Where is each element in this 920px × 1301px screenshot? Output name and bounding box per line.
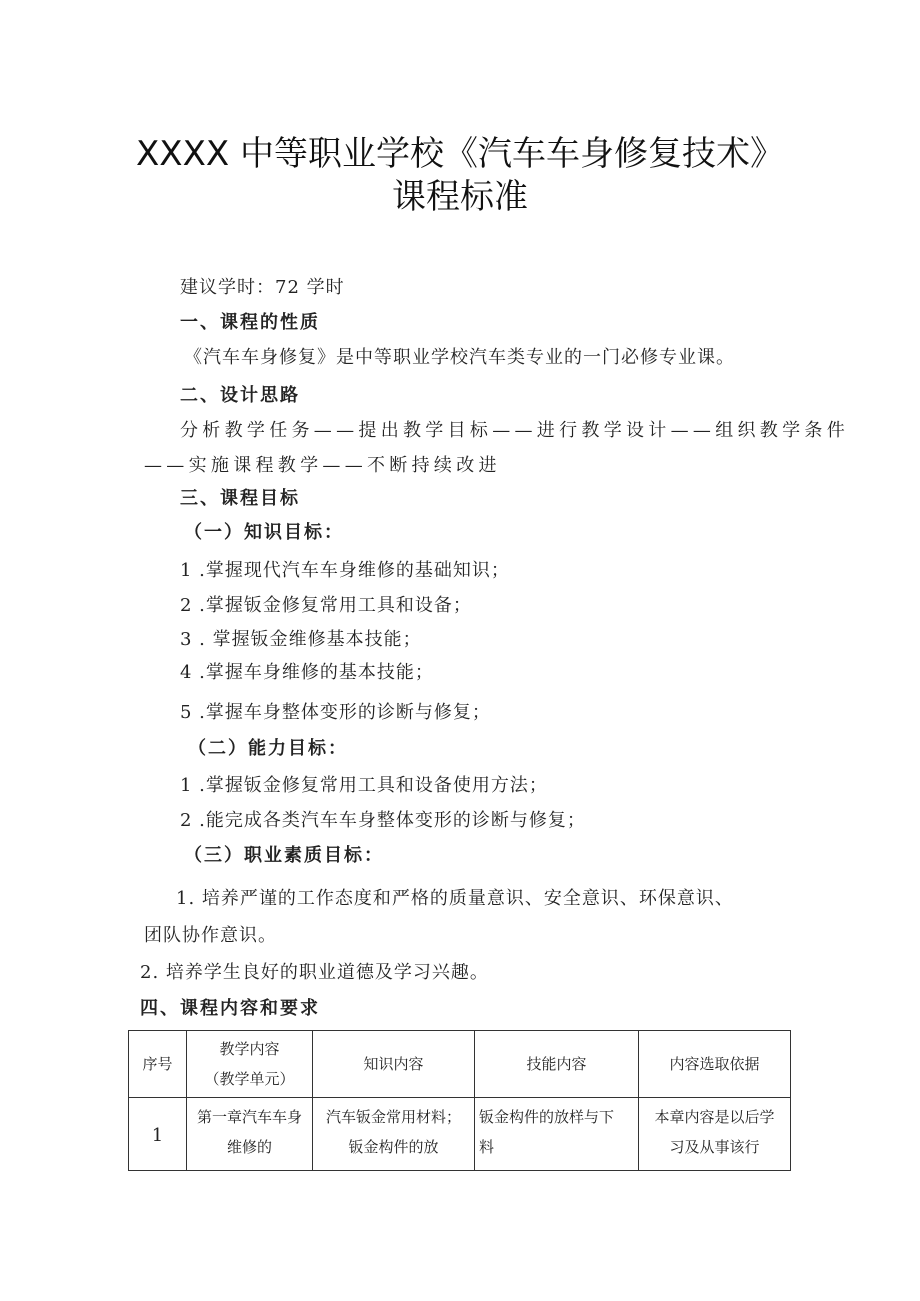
- quality-goal-item1-line1: 1. 培养严谨的工作态度和严格的质量意识、安全意识、环保意识、: [176, 888, 734, 909]
- section-3-heading: 三、课程目标: [180, 488, 300, 509]
- quality-goal-item2: 2. 培养学生良好的职业道德及学习兴趣。: [140, 962, 489, 983]
- cell-unit-line2: 维修的: [226, 1138, 272, 1156]
- document-title-line2: 课程标准: [392, 177, 528, 217]
- section-1-text: 《汽车车身修复》是中等职业学校汽车类专业的一门必修专业课。: [184, 347, 735, 368]
- knowledge-goal-item: 4 .掌握车身维修的基本技能；: [180, 662, 434, 683]
- cell-skill-line2: 料: [479, 1138, 495, 1156]
- section-2-text-line2: ——实施课程教学——不断持续改进: [144, 455, 501, 476]
- cell-unit-line1: 第一章汽车车身: [196, 1108, 302, 1126]
- course-content-table: [128, 1030, 791, 1171]
- cell-basis: [639, 1098, 791, 1171]
- cell-knowledge-line1: 汽车钣金常用材料；: [325, 1108, 461, 1126]
- table-header-row: [129, 1031, 791, 1098]
- ability-goal-item: 2 .能完成各类汽车车身整体变形的诊断与修复；: [180, 810, 586, 831]
- header-basis: 内容选取依据: [639, 1031, 791, 1098]
- quality-goal-item1-line2: 团队协作意识。: [144, 925, 277, 946]
- header-unit-line2: （教学单元）: [204, 1070, 295, 1088]
- quality-goals-heading: （三）职业素质目标：: [184, 845, 384, 866]
- cell-knowledge-line2: 钣金构件的放: [348, 1138, 439, 1156]
- cell-basis-line1: 本章内容是以后学: [654, 1108, 775, 1126]
- knowledge-goal-item: 3 . 掌握钣金维修基本技能；: [180, 629, 422, 650]
- ability-goals-heading: （二）能力目标：: [188, 738, 348, 759]
- knowledge-goal-item: 5 .掌握车身整体变形的诊断与修复；: [180, 702, 491, 723]
- header-skill: 技能内容: [475, 1031, 639, 1098]
- knowledge-goal-item: 2 .掌握钣金修复常用工具和设备；: [180, 595, 472, 616]
- knowledge-goal-item: 1 .掌握现代汽车车身维修的基础知识；: [180, 560, 510, 581]
- cell-seq: 1: [129, 1098, 187, 1171]
- cell-basis-line2: 习及从事该行: [669, 1138, 760, 1156]
- header-seq: 序号: [129, 1031, 187, 1098]
- section-4-heading: 四、课程内容和要求: [140, 998, 320, 1019]
- cell-knowledge: [313, 1098, 475, 1171]
- section-2-heading: 二、设计思路: [180, 385, 300, 406]
- cell-skill-line1: 钣金构件的放样与下: [479, 1108, 615, 1126]
- section-1-heading: 一、课程的性质: [180, 312, 320, 333]
- header-knowledge: 知识内容: [313, 1031, 475, 1098]
- section-2-text-line1: 分析教学任务——提出教学目标——进行教学设计——组织教学条件: [180, 420, 849, 441]
- knowledge-goals-heading: （一）知识目标：: [184, 522, 344, 543]
- cell-skill: [475, 1098, 639, 1171]
- ability-goal-item: 1 .掌握钣金修复常用工具和设备使用方法；: [180, 775, 548, 796]
- document-title-line1: XXXX 中等职业学校《汽车车身修复技术》: [136, 134, 784, 174]
- header-unit: [187, 1031, 313, 1098]
- cell-unit: [187, 1098, 313, 1171]
- suggested-hours: 建议学时：72 学时: [180, 277, 345, 298]
- header-unit-line1: 教学内容: [219, 1040, 280, 1058]
- table-row: [129, 1098, 791, 1171]
